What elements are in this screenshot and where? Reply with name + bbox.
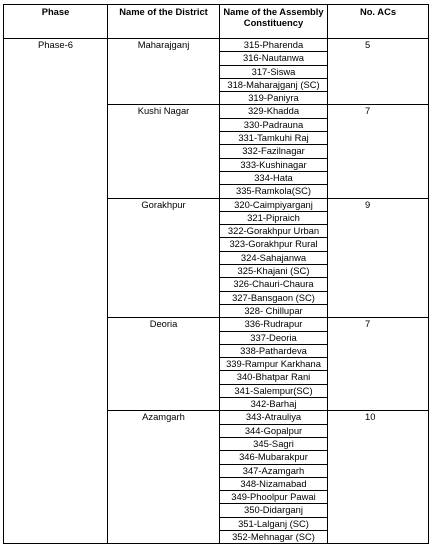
no-acs-cell — [328, 78, 429, 91]
district-cell: Maharajganj — [108, 39, 220, 52]
table-row — [4, 464, 429, 477]
phase-cell — [4, 92, 108, 105]
phase-cell — [4, 132, 108, 145]
table-row — [4, 477, 429, 490]
district-cell — [108, 464, 220, 477]
no-acs-cell — [328, 185, 429, 198]
no-acs-cell — [328, 398, 429, 411]
table-row — [4, 530, 429, 543]
phase-cell — [4, 198, 108, 211]
assembly-constituency-cell: 336-Rudrapur — [220, 318, 328, 331]
table-header — [4, 5, 429, 39]
phase-cell — [4, 331, 108, 344]
assembly-constituency-cell: 322-Gorakhpur Urban — [220, 225, 328, 238]
no-acs-cell — [328, 384, 429, 397]
phase-cell — [4, 358, 108, 371]
assembly-constituency-cell: 330-Padrauna — [220, 118, 328, 131]
no-acs-cell — [328, 451, 429, 464]
assembly-constituency-cell: 352-Mehnagar (SC) — [220, 530, 328, 543]
no-acs-cell — [328, 344, 429, 357]
district-cell — [108, 171, 220, 184]
phase-cell — [4, 251, 108, 264]
district-cell — [108, 251, 220, 264]
header-no-acs: No. ACs — [328, 5, 429, 39]
table-row — [4, 424, 429, 437]
assembly-constituency-cell: 335-Ramkola(SC) — [220, 185, 328, 198]
district-cell — [108, 371, 220, 384]
phase-cell — [4, 158, 108, 171]
no-acs-cell — [328, 145, 429, 158]
district-cell — [108, 278, 220, 291]
assembly-constituency-cell: 340-Bhatpar Rani — [220, 371, 328, 384]
no-acs-cell: 7 — [328, 105, 429, 118]
no-acs-cell — [328, 158, 429, 171]
no-acs-cell — [328, 331, 429, 344]
phase-cell — [4, 437, 108, 450]
district-cell — [108, 451, 220, 464]
no-acs-cell — [328, 504, 429, 517]
district-cell — [108, 158, 220, 171]
assembly-constituency-cell: 315-Pharenda — [220, 39, 328, 52]
table-row — [4, 238, 429, 251]
table-row — [4, 39, 429, 52]
table-row — [4, 491, 429, 504]
table-row — [4, 437, 429, 450]
district-cell — [108, 517, 220, 530]
table-row — [4, 304, 429, 317]
district-cell — [108, 291, 220, 304]
header-phase: Phase — [4, 5, 108, 39]
assembly-constituency-cell: 321-Pipraich — [220, 211, 328, 224]
no-acs-cell: 10 — [328, 411, 429, 424]
assembly-constituency-cell: 334-Hata — [220, 171, 328, 184]
assembly-constituency-cell: 316-Nautanwa — [220, 52, 328, 65]
assembly-constituency-cell: 350-Didarganj — [220, 504, 328, 517]
phase-cell — [4, 238, 108, 251]
no-acs-cell — [328, 530, 429, 543]
constituency-table — [3, 4, 429, 544]
phase-cell — [4, 451, 108, 464]
phase-cell — [4, 171, 108, 184]
assembly-constituency-cell: 347-Azamgarh — [220, 464, 328, 477]
table-row — [4, 371, 429, 384]
table-row — [4, 331, 429, 344]
assembly-constituency-cell: 328- Chillupar — [220, 304, 328, 317]
phase-cell — [4, 530, 108, 543]
assembly-constituency-cell: 324-Sahajanwa — [220, 251, 328, 264]
assembly-constituency-cell: 331-Tamkuhi Raj — [220, 132, 328, 145]
district-cell — [108, 92, 220, 105]
no-acs-cell — [328, 65, 429, 78]
no-acs-cell — [328, 437, 429, 450]
no-acs-cell — [328, 238, 429, 251]
assembly-constituency-cell: 332-Fazilnagar — [220, 145, 328, 158]
district-cell — [108, 118, 220, 131]
no-acs-cell — [328, 265, 429, 278]
header-assembly-constituency: Name of the Assembly Constituency — [220, 5, 328, 39]
assembly-constituency-cell: 329-Khadda — [220, 105, 328, 118]
header-district: Name of the District — [108, 5, 220, 39]
phase-cell — [4, 398, 108, 411]
district-cell — [108, 265, 220, 278]
no-acs-cell: 9 — [328, 198, 429, 211]
assembly-constituency-cell: 339-Rampur Karkhana — [220, 358, 328, 371]
district-cell: Deoria — [108, 318, 220, 331]
assembly-constituency-cell: 349-Phoolpur Pawai — [220, 491, 328, 504]
district-cell — [108, 211, 220, 224]
header-row — [4, 5, 429, 39]
table-row — [4, 278, 429, 291]
table-row — [4, 132, 429, 145]
district-cell — [108, 304, 220, 317]
assembly-constituency-cell: 351-Lalganj (SC) — [220, 517, 328, 530]
table-row — [4, 92, 429, 105]
no-acs-cell — [328, 358, 429, 371]
table-row — [4, 504, 429, 517]
table-row — [4, 398, 429, 411]
phase-cell — [4, 65, 108, 78]
district-cell — [108, 145, 220, 158]
table-row — [4, 291, 429, 304]
assembly-constituency-cell: 338-Pathardeva — [220, 344, 328, 357]
phase-cell — [4, 504, 108, 517]
assembly-constituency-cell: 323-Gorakhpur Rural — [220, 238, 328, 251]
phase-cell — [4, 411, 108, 424]
phase-cell — [4, 318, 108, 331]
district-cell — [108, 491, 220, 504]
district-cell — [108, 437, 220, 450]
no-acs-cell: 7 — [328, 318, 429, 331]
table-row — [4, 225, 429, 238]
district-cell: Kushi Nagar — [108, 105, 220, 118]
district-cell — [108, 398, 220, 411]
phase-cell — [4, 371, 108, 384]
phase-cell — [4, 424, 108, 437]
no-acs-cell — [328, 477, 429, 490]
no-acs-cell — [328, 278, 429, 291]
table-row — [4, 185, 429, 198]
table-row — [4, 384, 429, 397]
no-acs-cell — [328, 118, 429, 131]
district-cell — [108, 331, 220, 344]
district-cell: Azamgarh — [108, 411, 220, 424]
table-row — [4, 171, 429, 184]
district-cell — [108, 344, 220, 357]
no-acs-cell — [328, 211, 429, 224]
district-cell: Gorakhpur — [108, 198, 220, 211]
no-acs-cell — [328, 371, 429, 384]
assembly-constituency-cell: 333-Kushinagar — [220, 158, 328, 171]
no-acs-cell — [328, 92, 429, 105]
no-acs-cell — [328, 132, 429, 145]
district-cell — [108, 185, 220, 198]
phase-cell — [4, 118, 108, 131]
no-acs-cell: 5 — [328, 39, 429, 52]
no-acs-cell — [328, 424, 429, 437]
phase-cell — [4, 384, 108, 397]
phase-cell — [4, 517, 108, 530]
district-cell — [108, 78, 220, 91]
phase-cell — [4, 105, 108, 118]
table-row — [4, 251, 429, 264]
phase-cell: Phase-6 — [4, 39, 108, 52]
assembly-constituency-cell: 318-Maharajganj (SC) — [220, 78, 328, 91]
phase-cell — [4, 145, 108, 158]
district-cell — [108, 384, 220, 397]
phase-cell — [4, 211, 108, 224]
district-cell — [108, 358, 220, 371]
phase-cell — [4, 464, 108, 477]
table-row — [4, 198, 429, 211]
district-cell — [108, 132, 220, 145]
assembly-constituency-cell: 342-Barhaj — [220, 398, 328, 411]
assembly-constituency-cell: 345-Sagri — [220, 437, 328, 450]
no-acs-cell — [328, 304, 429, 317]
assembly-constituency-cell: 319-Paniyra — [220, 92, 328, 105]
assembly-constituency-cell: 343-Atrauliya — [220, 411, 328, 424]
assembly-constituency-cell: 341-Salempur(SC) — [220, 384, 328, 397]
no-acs-cell — [328, 464, 429, 477]
phase-cell — [4, 477, 108, 490]
district-cell — [108, 424, 220, 437]
no-acs-cell — [328, 491, 429, 504]
assembly-constituency-cell: 317-Siswa — [220, 65, 328, 78]
table-row — [4, 118, 429, 131]
assembly-constituency-cell: 337-Deoria — [220, 331, 328, 344]
assembly-constituency-cell: 346-Mubarakpur — [220, 451, 328, 464]
no-acs-cell — [328, 517, 429, 530]
no-acs-cell — [328, 291, 429, 304]
no-acs-cell — [328, 171, 429, 184]
phase-cell — [4, 278, 108, 291]
no-acs-cell — [328, 52, 429, 65]
table-body — [4, 39, 429, 544]
table-row — [4, 211, 429, 224]
table-row — [4, 78, 429, 91]
table-row — [4, 411, 429, 424]
table-row — [4, 158, 429, 171]
district-cell — [108, 225, 220, 238]
table-row — [4, 318, 429, 331]
phase-cell — [4, 291, 108, 304]
table-row — [4, 65, 429, 78]
table-row — [4, 451, 429, 464]
phase-cell — [4, 344, 108, 357]
district-cell — [108, 52, 220, 65]
table-row — [4, 105, 429, 118]
phase-cell — [4, 304, 108, 317]
assembly-constituency-cell: 326-Chauri-Chaura — [220, 278, 328, 291]
assembly-constituency-cell: 320-Caimpiyarganj — [220, 198, 328, 211]
assembly-constituency-cell: 327-Bansgaon (SC) — [220, 291, 328, 304]
table-row — [4, 145, 429, 158]
table-row — [4, 265, 429, 278]
phase-cell — [4, 78, 108, 91]
table-row — [4, 52, 429, 65]
assembly-constituency-cell: 348-Nizamabad — [220, 477, 328, 490]
phase-cell — [4, 52, 108, 65]
phase-cell — [4, 185, 108, 198]
district-cell — [108, 238, 220, 251]
district-cell — [108, 65, 220, 78]
table-row — [4, 358, 429, 371]
district-cell — [108, 530, 220, 543]
district-cell — [108, 504, 220, 517]
no-acs-cell — [328, 225, 429, 238]
no-acs-cell — [328, 251, 429, 264]
phase-cell — [4, 491, 108, 504]
phase-cell — [4, 225, 108, 238]
phase-cell — [4, 265, 108, 278]
assembly-constituency-cell: 344-Gopalpur — [220, 424, 328, 437]
table-row — [4, 517, 429, 530]
district-cell — [108, 477, 220, 490]
table-row — [4, 344, 429, 357]
assembly-constituency-cell: 325-Khajani (SC) — [220, 265, 328, 278]
